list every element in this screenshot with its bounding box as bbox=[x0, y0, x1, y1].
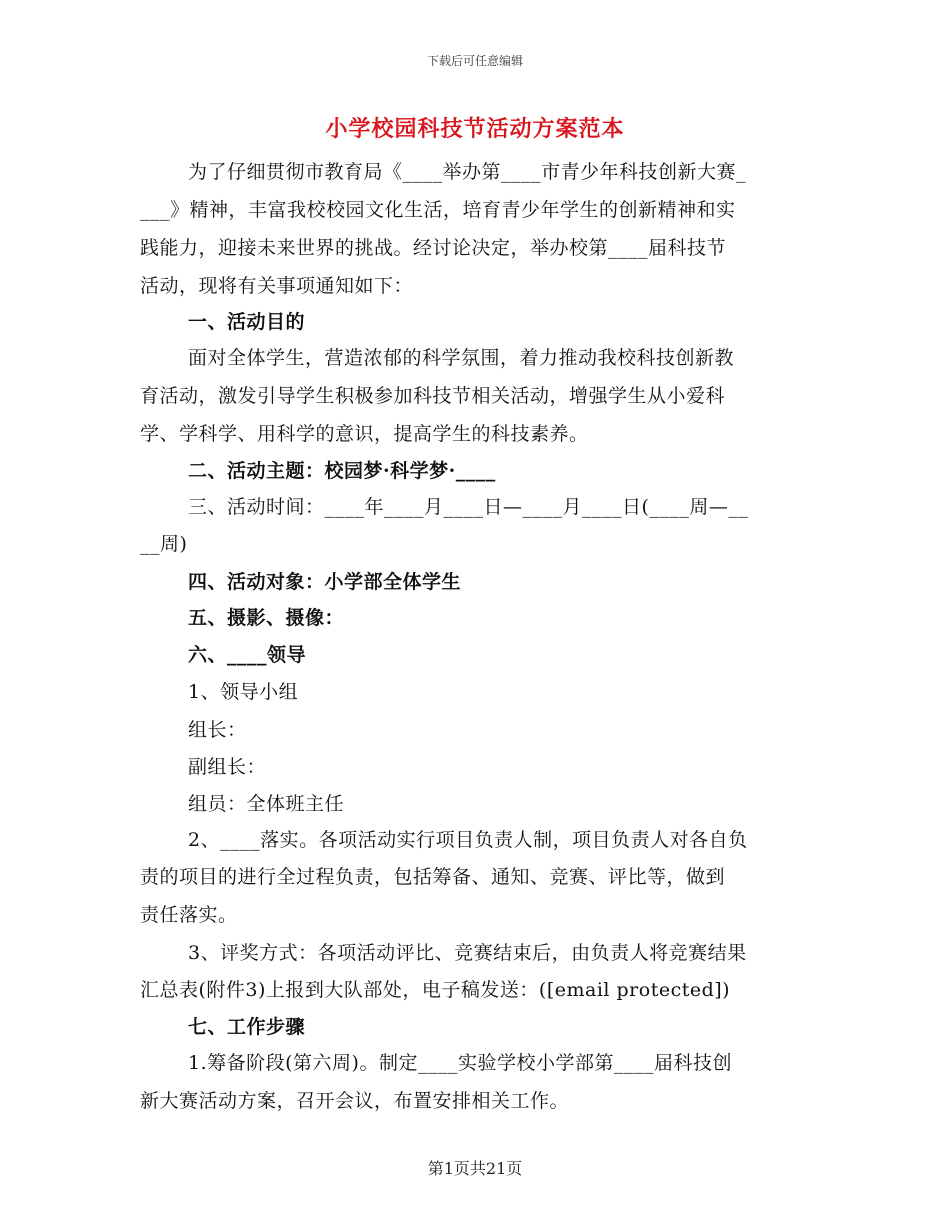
paragraph-line: 1.筹备阶段(第六周)。制定____实验学校小学部第____届科技创 bbox=[188, 1052, 732, 1074]
document-title: 小学校园科技节活动方案范本 bbox=[325, 116, 625, 142]
section-heading: 四、活动对象：小学部全体学生 bbox=[188, 571, 462, 593]
paragraph-line: __周) bbox=[140, 533, 188, 555]
paragraph-line: 活动，现将有关事项通知如下： bbox=[140, 275, 414, 297]
paragraph-line: 组长： bbox=[188, 719, 247, 741]
paragraph-line: 育活动，激发引导学生积极参加科技节相关活动，增强学生从小爱科 bbox=[140, 385, 726, 407]
paragraph-line: 1、领导小组 bbox=[188, 681, 299, 703]
paragraph-line: 责的项目的进行全过程负责，包括筹备、通知、竞赛、评比等，做到 bbox=[140, 866, 726, 888]
paragraph-line: 汇总表(附件3)上报到大队部处，电子稿发送：([email protected]) bbox=[140, 979, 731, 1001]
paragraph-line: 责任落实。 bbox=[140, 904, 238, 926]
page-number: 第1页共21页 bbox=[427, 1159, 523, 1178]
paragraph-line: 三、活动时间：____年____月____日—____月____日(____周—__ bbox=[188, 496, 749, 518]
paragraph-line: 2、____落实。各项活动实行项目负责人制，项目负责人对各自负 bbox=[188, 829, 748, 851]
section-heading: 二、活动主题：校园梦·科学梦·____ bbox=[188, 460, 496, 482]
section-heading: 六、____领导 bbox=[188, 644, 307, 666]
paragraph-line: 为了仔细贯彻市教育局《____举办第____市青少年科技创新大赛_ bbox=[188, 161, 747, 183]
section-heading: 一、活动目的 bbox=[188, 311, 306, 333]
paragraph-line: 副组长： bbox=[188, 756, 267, 778]
paragraph-line: 践能力，迎接未来世界的挑战。经讨论决定，举办校第____届科技节 bbox=[140, 237, 727, 259]
paragraph-line: 面对全体学生，营造浓郁的科学氛围，着力推动我校科技创新教 bbox=[188, 347, 735, 369]
paragraph-line: 新大赛活动方案，召开会议，布置安排相关工作。 bbox=[140, 1090, 570, 1112]
paragraph-line: 组员：全体班主任 bbox=[188, 793, 345, 815]
section-heading: 五、摄影、摄像： bbox=[188, 607, 345, 629]
paragraph-line: 学、学科学、用科学的意识，提高学生的科技素养。 bbox=[140, 423, 589, 445]
section-heading: 七、工作步骤 bbox=[188, 1016, 306, 1038]
paragraph-line: ___》精神，丰富我校校园文化生活，培育青少年学生的创新精神和实 bbox=[140, 199, 736, 221]
page-header: 下载后可任意编辑 bbox=[426, 54, 523, 68]
paragraph-line: 3、评奖方式：各项活动评比、竞赛结束后，由负责人将竞赛结果 bbox=[188, 942, 747, 964]
